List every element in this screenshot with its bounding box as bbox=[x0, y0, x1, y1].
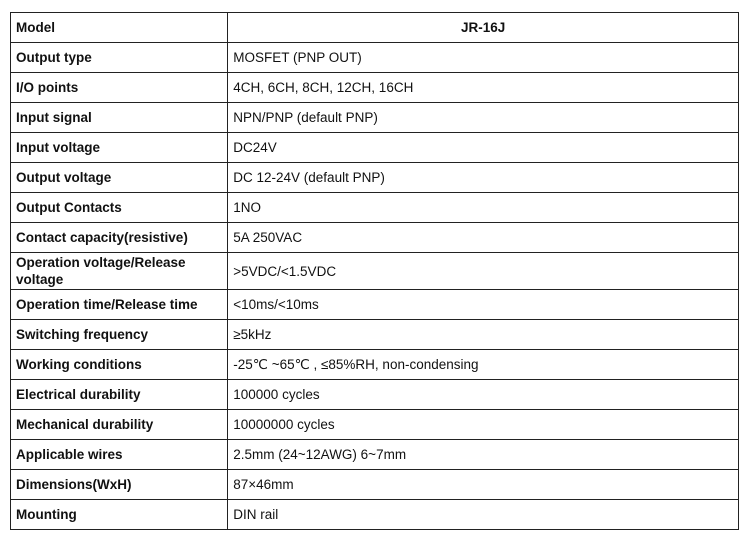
header-label: Model bbox=[11, 13, 228, 43]
table-row bbox=[11, 253, 739, 290]
table-row bbox=[11, 350, 739, 380]
row-value: DC 12-24V (default PNP) bbox=[228, 163, 739, 193]
table-row bbox=[11, 500, 739, 530]
row-value: 100000 cycles bbox=[228, 380, 739, 410]
row-value: 87×46mm bbox=[228, 470, 739, 500]
row-value: >5VDC/<1.5VDC bbox=[228, 253, 739, 290]
row-value: 1NO bbox=[228, 193, 739, 223]
row-value: ≥5kHz bbox=[228, 320, 739, 350]
row-value: -25℃ ~65℃ , ≤85%RH, non-condensing bbox=[228, 350, 739, 380]
table-row bbox=[11, 290, 739, 320]
row-value: 4CH, 6CH, 8CH, 12CH, 16CH bbox=[228, 73, 739, 103]
table-row bbox=[11, 440, 739, 470]
row-label: Operation time/Release time bbox=[11, 290, 228, 320]
table-row bbox=[11, 43, 739, 73]
row-label: Output voltage bbox=[11, 163, 228, 193]
row-label: Contact capacity(resistive) bbox=[11, 223, 228, 253]
row-label: Applicable wires bbox=[11, 440, 228, 470]
table-header-row bbox=[11, 13, 739, 43]
row-label: Input signal bbox=[11, 103, 228, 133]
row-label: Electrical durability bbox=[11, 380, 228, 410]
row-label: Input voltage bbox=[11, 133, 228, 163]
table-row bbox=[11, 163, 739, 193]
row-label: Working conditions bbox=[11, 350, 228, 380]
row-value: DC24V bbox=[228, 133, 739, 163]
row-label: Mounting bbox=[11, 500, 228, 530]
model-name: JR-16J bbox=[228, 13, 739, 43]
row-value: DIN rail bbox=[228, 500, 739, 530]
row-value: NPN/PNP (default PNP) bbox=[228, 103, 739, 133]
table-row bbox=[11, 380, 739, 410]
row-label: Operation voltage/Release voltage bbox=[11, 253, 228, 290]
table-row bbox=[11, 103, 739, 133]
table-row bbox=[11, 73, 739, 103]
table-row bbox=[11, 193, 739, 223]
row-value: <10ms/<10ms bbox=[228, 290, 739, 320]
row-label: I/O points bbox=[11, 73, 228, 103]
row-label: Output Contacts bbox=[11, 193, 228, 223]
table-row bbox=[11, 133, 739, 163]
row-value: 10000000 cycles bbox=[228, 410, 739, 440]
spec-table bbox=[10, 12, 739, 530]
row-value: 2.5mm (24~12AWG) 6~7mm bbox=[228, 440, 739, 470]
row-value: 5A 250VAC bbox=[228, 223, 739, 253]
row-value: MOSFET (PNP OUT) bbox=[228, 43, 739, 73]
row-label: Mechanical durability bbox=[11, 410, 228, 440]
table-row bbox=[11, 320, 739, 350]
row-label: Output type bbox=[11, 43, 228, 73]
table-row bbox=[11, 470, 739, 500]
table-row bbox=[11, 410, 739, 440]
row-label: Switching frequency bbox=[11, 320, 228, 350]
row-label: Dimensions(WxH) bbox=[11, 470, 228, 500]
table-row bbox=[11, 223, 739, 253]
